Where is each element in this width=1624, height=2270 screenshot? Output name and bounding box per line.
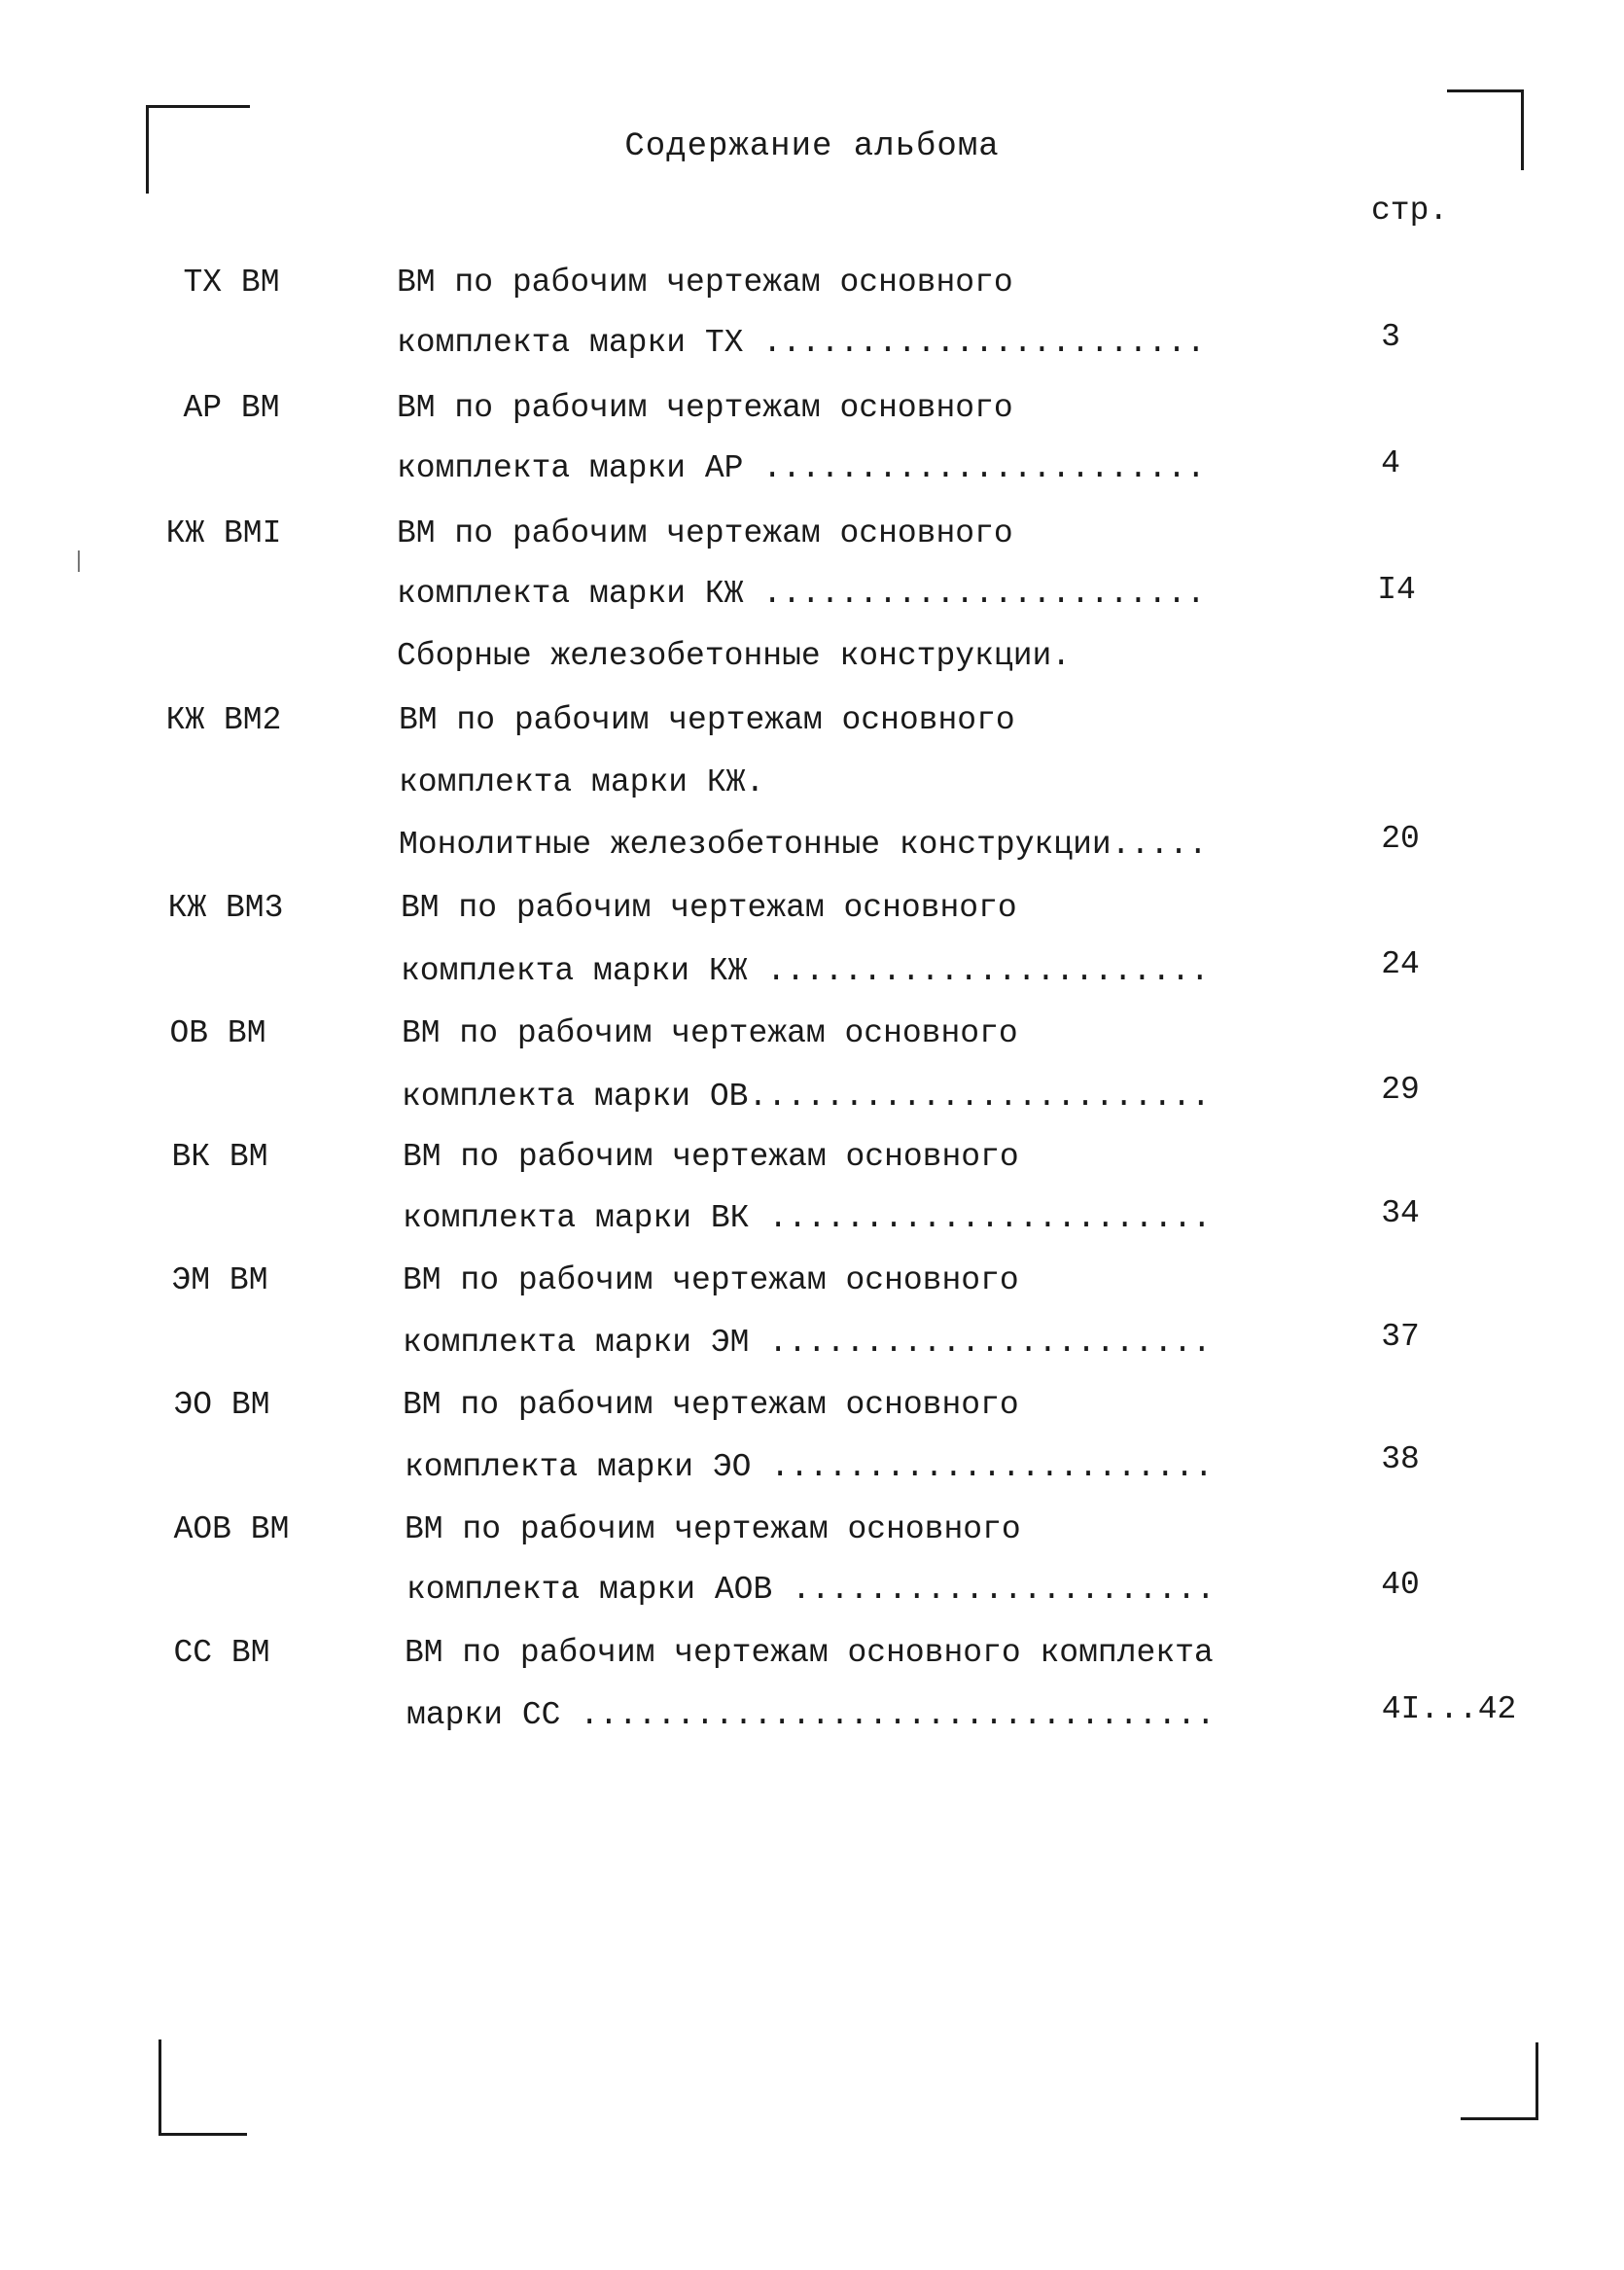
- entry-page: I4: [1377, 572, 1416, 608]
- entry-line: ВМ по рабочим чертежам основного: [397, 515, 1013, 551]
- entry-code: АР ВМ: [183, 390, 280, 426]
- corner-mark-bottom-left: [159, 2039, 247, 2136]
- entry-page: 4: [1381, 445, 1400, 481]
- scan-speck: [78, 550, 80, 572]
- entry-line: комплекта марки ВК .......................: [403, 1200, 1212, 1236]
- entry-code: ОВ ВМ: [169, 1015, 266, 1051]
- entry-page: 38: [1381, 1441, 1420, 1477]
- entry-line: комплекта марки ОВ........................: [402, 1079, 1211, 1115]
- entry-code: КЖ ВМI: [165, 515, 282, 551]
- entry-page: 37: [1381, 1319, 1420, 1355]
- entry-line: комплекта марки АР .......................: [397, 450, 1206, 486]
- document-title: Содержание альбома: [624, 128, 1000, 165]
- entry-line: ВМ по рабочим чертежам основного: [401, 890, 1017, 926]
- entry-code: СС ВМ: [173, 1635, 270, 1671]
- entry-code: КЖ ВМ2: [165, 702, 282, 738]
- entry-line: ВМ по рабочим чертежам основного: [402, 1015, 1018, 1051]
- entry-page: 24: [1381, 946, 1420, 982]
- entry-page: 20: [1381, 821, 1420, 857]
- entry-line: ВМ по рабочим чертежам основного: [403, 1139, 1019, 1175]
- entry-page: 34: [1381, 1195, 1420, 1231]
- entry-line: Сборные железобетонные конструкции.: [397, 638, 1072, 674]
- entry-line: Монолитные железобетонные конструкции.....: [399, 827, 1208, 863]
- entry-line: комплекта марки КЖ .......................: [397, 576, 1206, 612]
- entry-line: ВМ по рабочим чертежам основного: [403, 1262, 1019, 1298]
- page-column-label: стр.: [1371, 193, 1449, 229]
- entry-line: ВМ по рабочим чертежам основного: [405, 1511, 1021, 1547]
- entry-code: ЭО ВМ: [173, 1387, 270, 1423]
- entry-line: ВМ по рабочим чертежам основного: [397, 390, 1013, 426]
- entry-line: марки СС .................................: [406, 1697, 1216, 1733]
- entry-code: АОВ ВМ: [173, 1511, 290, 1547]
- entry-page: 40: [1381, 1567, 1420, 1603]
- corner-mark-bottom-right: [1461, 2042, 1538, 2120]
- entry-page: 3: [1381, 319, 1400, 355]
- entry-page: 29: [1381, 1072, 1420, 1108]
- entry-line: комплекта марки КЖ .......................: [401, 953, 1210, 989]
- entry-page: 4I...42: [1381, 1691, 1517, 1727]
- entry-code: ЭМ ВМ: [171, 1262, 268, 1298]
- entry-line: ВМ по рабочим чертежам основного: [397, 265, 1013, 301]
- entry-line: ВМ по рабочим чертежам основного комплекта: [405, 1635, 1214, 1671]
- entry-line: комплекта марки АОВ ......................: [406, 1572, 1216, 1608]
- entry-line: комплекта марки ЭМ .......................: [403, 1325, 1212, 1361]
- entry-code: ТХ ВМ: [183, 265, 280, 301]
- entry-code: ВК ВМ: [171, 1139, 268, 1175]
- entry-line: комплекта марки КЖ.: [399, 764, 765, 800]
- entry-line: ВМ по рабочим чертежам основного: [399, 702, 1015, 738]
- entry-code: КЖ ВМ3: [167, 890, 284, 926]
- entry-line: ВМ по рабочим чертежам основного: [403, 1387, 1019, 1423]
- entry-line: комплекта марки ЭО .......................: [405, 1449, 1214, 1485]
- entry-line: комплекта марки ТХ .......................: [397, 325, 1206, 361]
